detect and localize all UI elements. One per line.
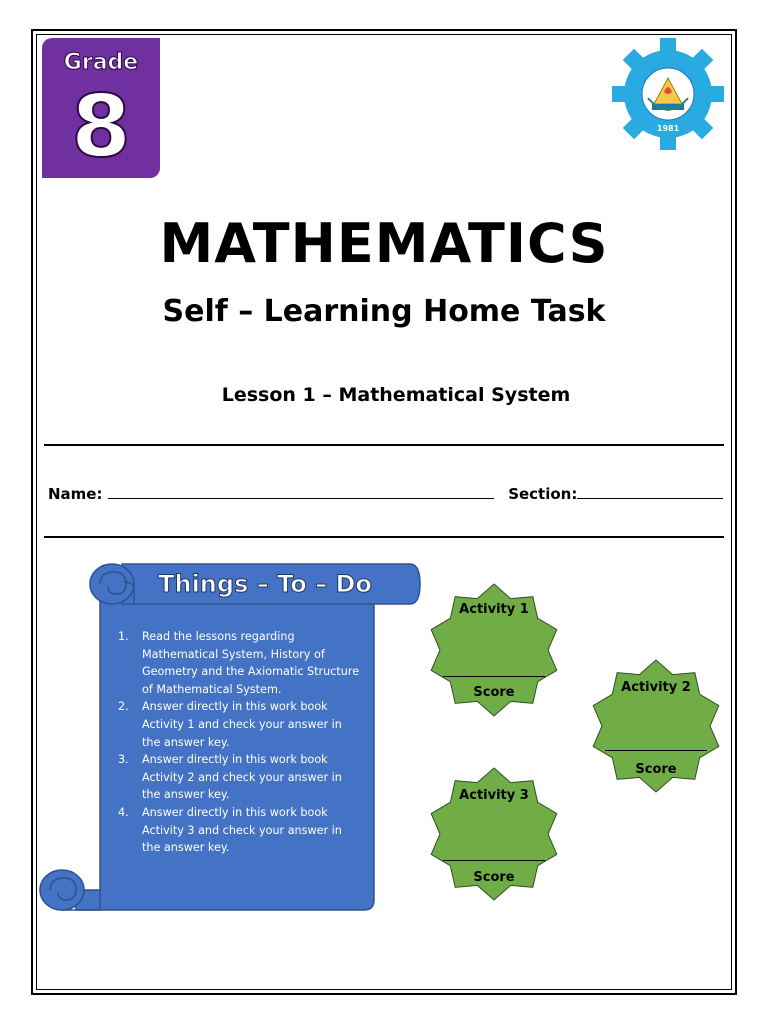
- page-subtitle: Self – Learning Home Task: [162, 294, 606, 329]
- name-label: Name:: [48, 485, 103, 503]
- activity-2-label: Activity 2: [621, 680, 691, 695]
- activity-1-score-label: Score: [473, 685, 515, 700]
- name-field[interactable]: [108, 484, 494, 499]
- activity-3-score-label: Score: [473, 870, 515, 885]
- activity-3-label: Activity 3: [459, 788, 529, 803]
- list-item: 4. Answer directly in this work book Activity 3 and check your answer in the answer key.: [118, 805, 342, 855]
- section-field[interactable]: [577, 484, 723, 499]
- things-to-do-title: Things – To – Do: [158, 570, 372, 598]
- list-item: 2. Answer directly in this work book Activity 1 and check your answer in the answer key.: [118, 700, 342, 749]
- list-item: 1. Read the lessons regarding Mathematical System, History of Geometry and the Axiomatic Structure of Mathematical System.: [118, 630, 360, 696]
- section-label: Section:: [508, 485, 578, 503]
- page-title: MATHEMATICS: [159, 212, 609, 275]
- activity-3-score-line[interactable]: [443, 860, 545, 861]
- activity-2-score-label: Score: [635, 762, 677, 777]
- lesson-title: Lesson 1 – Mathematical System: [221, 384, 571, 406]
- activity-1-label: Activity 1: [459, 602, 529, 617]
- divider-bottom: [44, 536, 724, 538]
- school-seal-logo: [608, 38, 728, 150]
- list-item: 3. Answer directly in this work book Activity 2 and check your answer in the answer key.: [118, 753, 342, 802]
- activity-1-score-line[interactable]: [443, 676, 545, 677]
- name-section-row: [48, 484, 723, 503]
- grade-number: 8: [71, 77, 131, 177]
- activity-3-badge: [425, 766, 563, 902]
- things-to-do-list: [112, 628, 362, 857]
- activity-1-badge: [425, 582, 563, 718]
- grade-badge: [42, 38, 160, 178]
- seal-year: 1981: [656, 124, 680, 133]
- activity-2-score-line[interactable]: [605, 750, 707, 751]
- divider-top: [44, 444, 724, 446]
- activity-2-badge: [587, 658, 725, 794]
- grade-label: Grade: [63, 50, 139, 75]
